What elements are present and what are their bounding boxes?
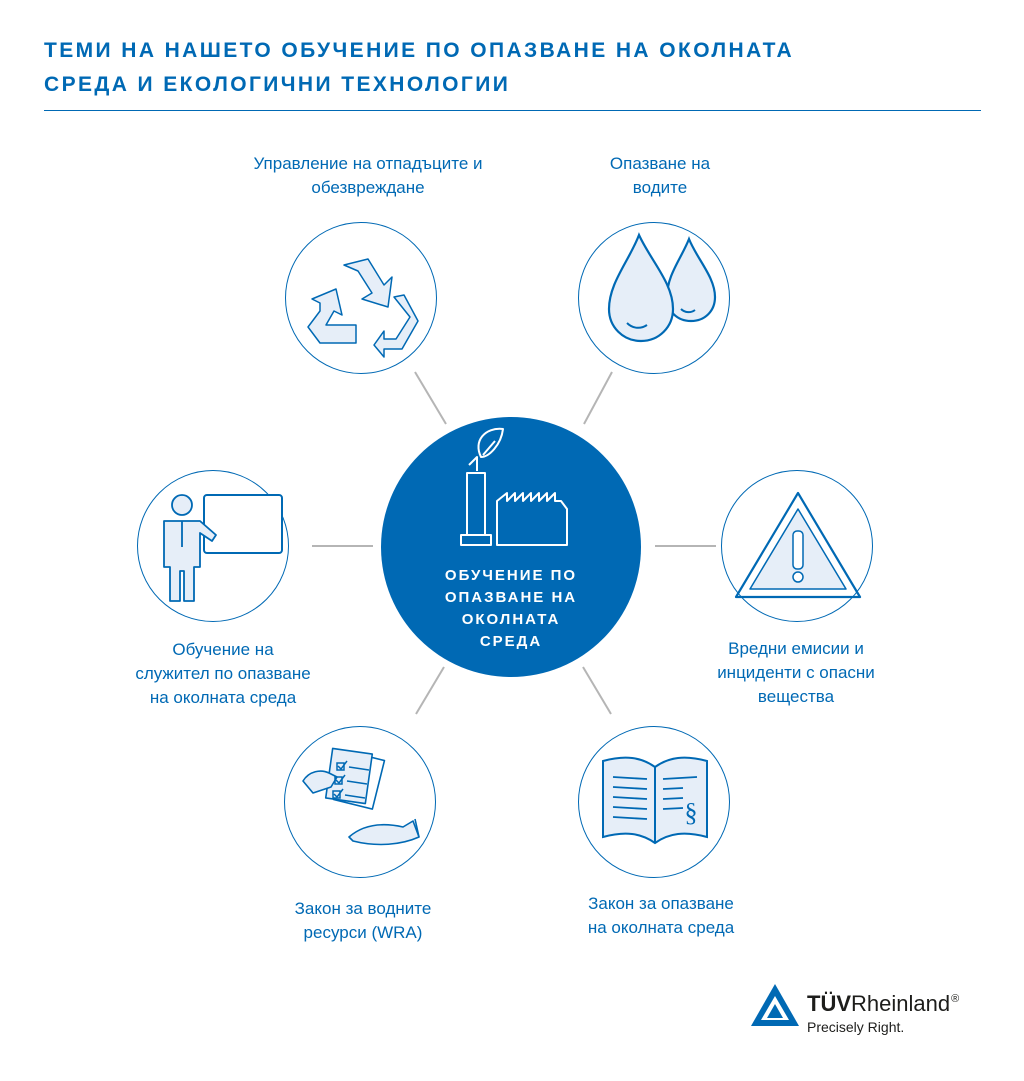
topic-circle-waste bbox=[285, 222, 437, 374]
topic-circle-emissions bbox=[721, 470, 873, 622]
topic-label-waste: Управление на отпадъците и обезвреждане bbox=[253, 154, 483, 197]
title-line-2: СРЕДА И ЕКОЛОГИЧНИ ТЕХНОЛОГИИ bbox=[44, 73, 511, 96]
topic-label-water-law: Закон за водните ресурси (WRA) bbox=[294, 899, 432, 942]
document-hands-icon bbox=[285, 727, 437, 879]
topic-circle-employee bbox=[137, 470, 289, 622]
trainer-board-icon bbox=[138, 471, 290, 623]
warning-triangle-icon bbox=[722, 471, 874, 623]
center-topic-label: ОБУЧЕНИЕ ПО ОПАЗВАНЕ НА ОКОЛНАТА СРЕДА bbox=[444, 567, 578, 650]
title-line-1: ТЕМИ НА НАШЕТО ОБУЧЕНИЕ ПО ОПАЗВАНЕ НА ОКОЛНАТА bbox=[44, 39, 795, 62]
svg-text:§: § bbox=[684, 798, 698, 827]
tuv-triangle-logo-icon bbox=[751, 982, 803, 1030]
tuv-rheinland-logo bbox=[751, 982, 991, 1042]
topic-circle-water bbox=[578, 222, 730, 374]
topic-label-water: Опазване на водите bbox=[609, 154, 711, 197]
topic-label-emissions: Вредни емисии и инциденти с опасни вещества bbox=[717, 639, 875, 706]
topic-label-env-law: Закон за опазване на околната среда bbox=[587, 894, 735, 937]
topic-circle-water-law bbox=[284, 726, 436, 878]
water-drops-icon bbox=[579, 223, 731, 375]
brand-slogan: Precisely Right. bbox=[807, 1019, 905, 1035]
topic-circle-env-law bbox=[578, 726, 730, 878]
topic-label-employee: Обучение на служител по опазване на околната среда bbox=[135, 640, 311, 707]
center-topic-circle bbox=[381, 417, 641, 677]
law-book-icon bbox=[579, 727, 731, 879]
recycle-icon bbox=[286, 223, 438, 375]
brand-name: TÜVRheinland® bbox=[807, 991, 960, 1016]
